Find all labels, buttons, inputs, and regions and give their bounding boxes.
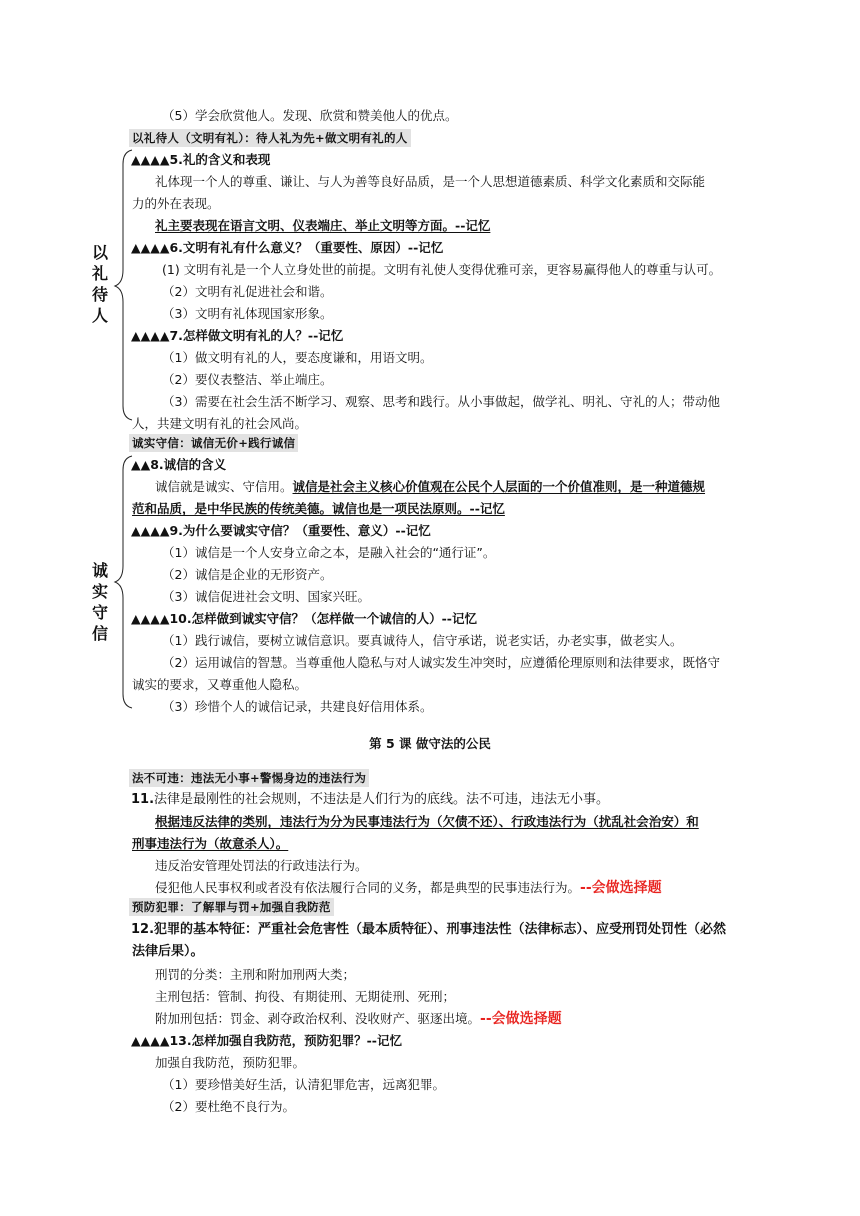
q8-text-plain: 诚信就是诚实、守信用。 [155,479,293,494]
q8-text-2: 范和品质，是中华民族的传统美德。诚信也是一项民法原则。--记忆 [132,501,505,516]
brace-honesty [112,456,136,708]
side-char: 诚 [91,561,108,580]
q7-item-3b: 人，共建文明有礼的社会风尚。 [132,416,308,431]
q12-text-a: 12.犯罪的基本特征：严重社会危害性（最本质特征）、刑事违法性（法律标志）、应受刑罚处罚性（必然 [131,922,727,937]
section-header-honesty: 诚实守信：诚信无价+践行诚信 [129,434,298,452]
q8-title: ▲▲8.诚信的含义 [131,457,227,472]
q11-text-2a: 根据违反法律的类别，违法行为分为民事违法行为（欠债不还）、行政违法行为（扰乱社会治安）和 [155,814,699,829]
q12-text-b: 法律后果）。 [132,944,204,959]
q10-item-2b: 诚实的要求，又尊重他人隐私。 [132,677,308,692]
side-char: 待 [91,285,108,304]
q7-item-1: （1）做文明有礼的人，要态度谦和，用语文明。 [162,350,433,365]
q11-number: 11. [131,792,155,807]
q11-text-4-main: 侵犯他人民事权利或者没有依法履行合同的义务，都是典型的民事违法行为。 [155,880,581,895]
side-char: 实 [91,582,108,601]
section-header-law: 法不可违：违法无小事+警惕身边的违法行为 [129,769,369,787]
side-char: 以 [91,243,108,262]
lesson-title: 第 5 课 做守法的公民 [369,736,491,751]
q10-item-2a: （2）运用诚信的智慧。当尊重他人隐私与对人诚实发生冲突时，应遵循伦理原则和法律要求，既恪守 [162,655,720,670]
q6-title: ▲▲▲▲6.文明有礼有什么意义？（重要性、原因）--记忆 [131,240,444,255]
q12-supplementary-penalties [155,1010,562,1028]
q11-main-text: 法律是最刚性的社会规则，不违法是人们行为的底线。法不可违，违法无小事。 [154,792,610,807]
q12-supplementary-text: 附加刑包括：罚金、剥夺政治权利、没收财产、驱逐出境。 [155,1011,481,1026]
q11-text-4 [155,879,662,897]
side-char: 信 [91,624,108,643]
q13-item-1: （1）要珍惜美好生活，认清犯罪危害，远离犯罪。 [162,1077,445,1092]
q11-text [131,791,609,809]
section-header-crime: 预防犯罪：了解罪与罚+加强自我防范 [129,898,334,916]
q12-principal-penalties: 主刑包括：管制、拘役、有期徒刑、无期徒刑、死刑； [155,989,456,1004]
item-5-text: （5）学会欣赏他人。发现、欣赏和赞美他人的优点。 [162,108,458,123]
q5-title: ▲▲▲▲5.礼的含义和表现 [131,152,271,167]
q11-text-3: 违反治安管理处罚法的行政违法行为。 [155,858,368,873]
side-label-honesty [89,560,111,644]
q10-title: ▲▲▲▲10.怎样做到诚实守信？（怎样做一个诚信的人）--记忆 [131,611,477,626]
side-char: 礼 [91,264,108,283]
side-char: 人 [91,306,108,325]
q10-item-1: （1）践行诚信，要树立诚信意识。要真诚待人，信守承诺，说老实话，办老实事，做老实人。 [162,633,683,648]
choice-question-note: --会做选择题 [580,880,662,896]
side-label-courtesy [89,242,111,326]
q10-item-3: （3）珍惜个人的诚信记录，共建良好信用体系。 [162,699,433,714]
q5-text-1b: 力的外在表现。 [132,196,220,211]
q11-text-2b: 刑事违法行为（故意杀人）。 [132,836,289,851]
q13-item-2: （2）要杜绝不良行为。 [162,1099,295,1114]
q5-text-1a: 礼体现一个人的尊重、谦让、与人为善等良好品质，是一个人思想道德素质、科学文化素质和交际能 [155,174,706,189]
q9-title: ▲▲▲▲9.为什么要诚实守信？（重要性、意义）--记忆 [131,523,431,538]
choice-question-note: --会做选择题 [480,1011,562,1027]
brace-courtesy [112,150,136,420]
q7-item-3a: （3）需要在社会生活不断学习、观察、思考和践行。从小事做起，做学礼、明礼、守礼的人；带动他 [162,394,720,409]
section-header-courtesy: 以礼待人（文明有礼）：待人礼为先+做文明有礼的人 [129,129,411,147]
q13-title: ▲▲▲▲13.怎样加强自我防范，预防犯罪？--记忆 [131,1033,402,1048]
q8-text-1 [155,478,705,496]
q6-item-1: (1) 文明有礼是一个人立身处世的前提。文明有礼使人变得优雅可亲，更容易赢得他人的尊重与认可。 [162,262,722,277]
q5-text-2: 礼主要表现在语言文明、仪表端庄、举止文明等方面。--记忆 [155,218,491,233]
q9-item-3: （3）诚信促进社会文明、国家兴旺。 [162,589,370,604]
q7-title: ▲▲▲▲7.怎样做文明有礼的人？--记忆 [131,328,344,343]
q13-text-1: 加强自我防范，预防犯罪。 [155,1055,306,1070]
q12-penalty-types: 刑罚的分类：主刑和附加刑两大类； [155,967,356,982]
q9-item-2: （2）诚信是企业的无形资产。 [162,567,333,582]
q6-item-3: （3）文明有礼体现国家形象。 [162,306,333,321]
q9-item-1: （1）诚信是一个人安身立命之本，是融入社会的“通行证”。 [162,545,496,560]
q6-item-2: （2）文明有礼促进社会和谐。 [162,284,333,299]
q7-item-2: （2）要仪表整洁、举止端庄。 [162,372,333,387]
side-char: 守 [91,603,108,622]
q8-text-bold: 诚信是社会主义核心价值观在公民个人层面的一个价值准则，是一种道德规 [292,479,706,494]
